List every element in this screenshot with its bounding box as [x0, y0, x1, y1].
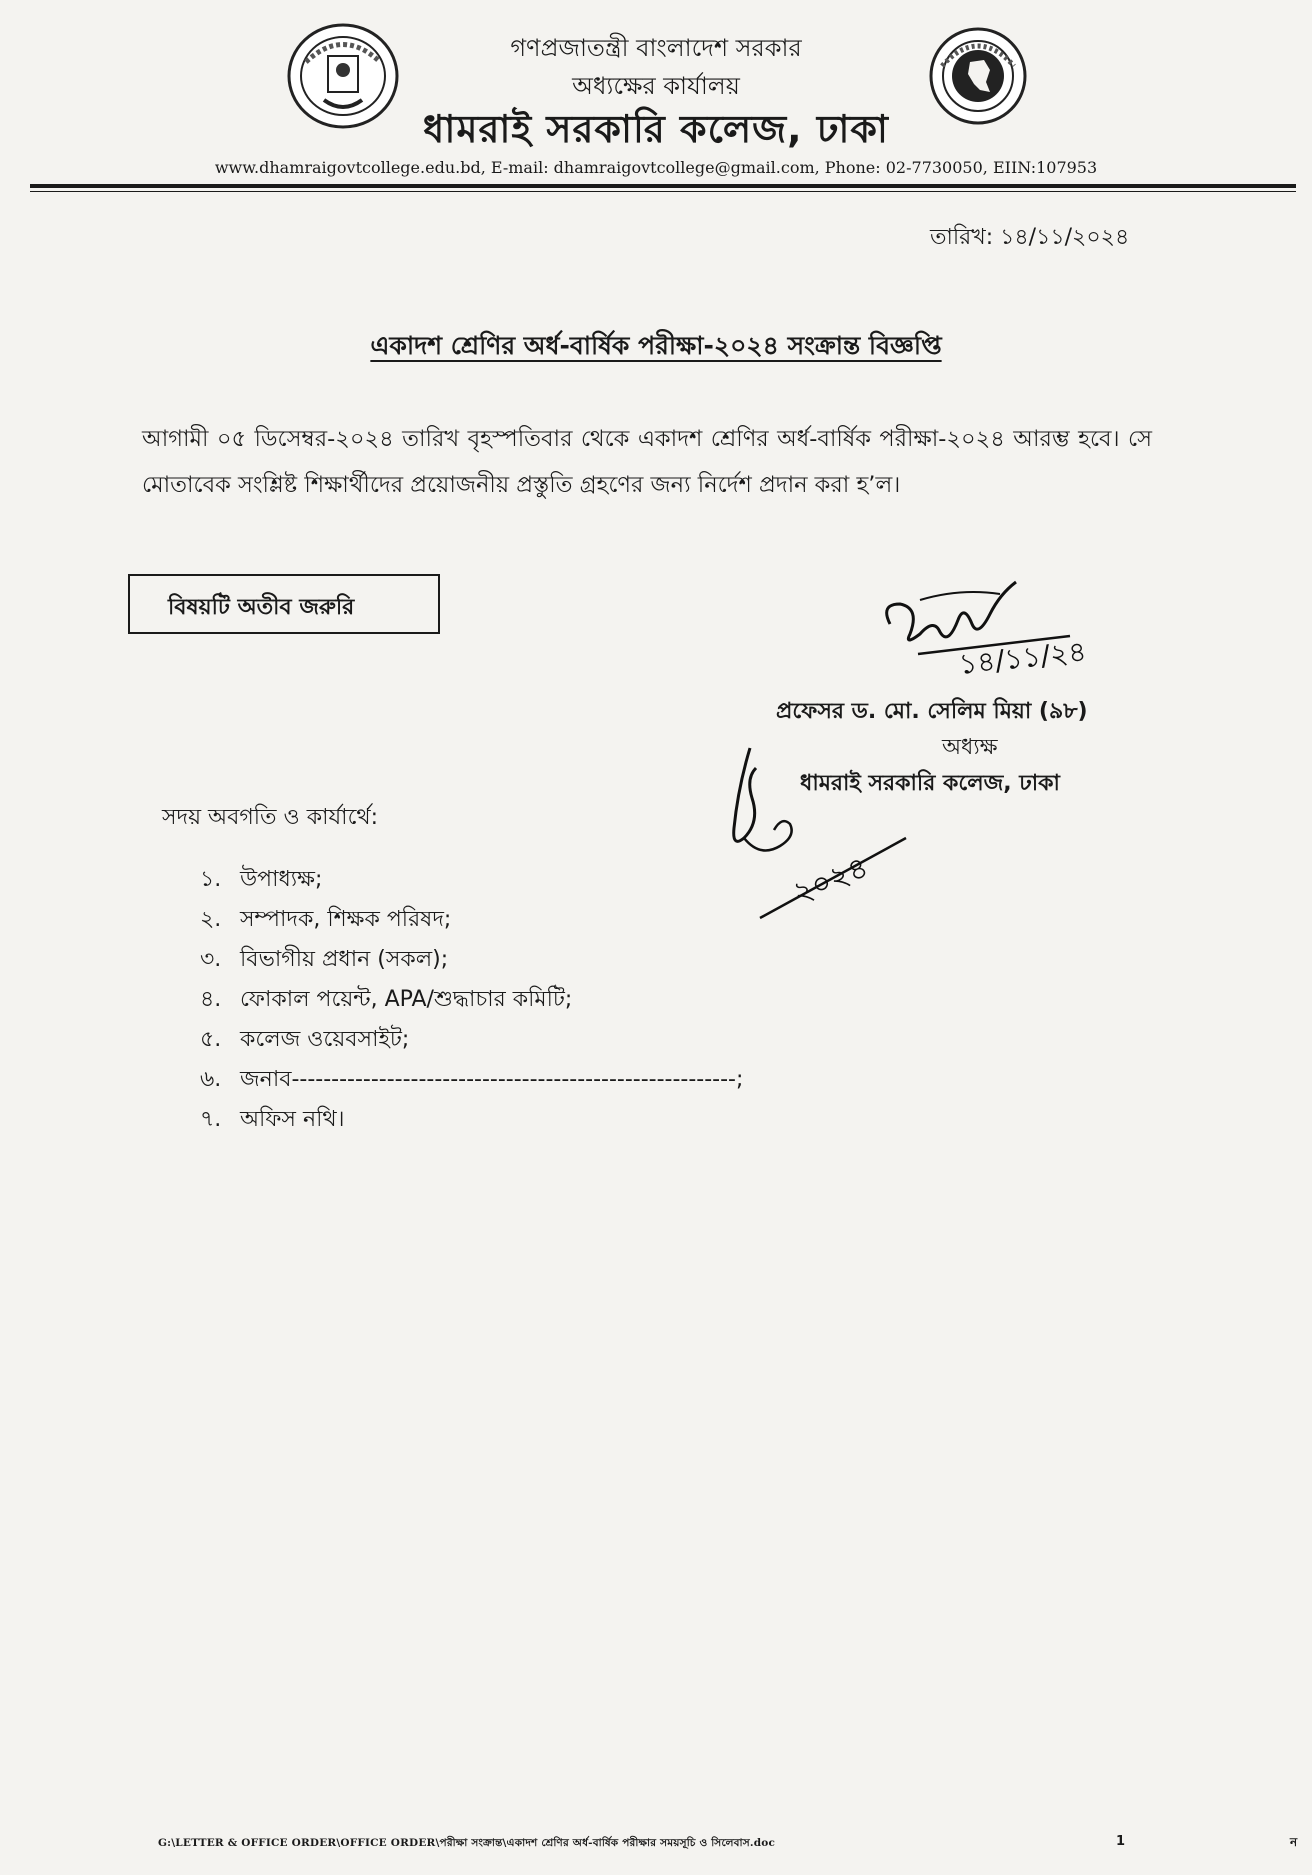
footer-mark: ন [1290, 1835, 1298, 1849]
notice-subject [0, 326, 1312, 369]
principal-signature [860, 574, 1100, 684]
initial-date: ২০২৪ [787, 849, 874, 912]
page-number: 1 [1116, 1834, 1126, 1849]
distribution-list [200, 860, 743, 1140]
header-rule-thin [30, 191, 1296, 192]
urgent-box [128, 574, 440, 634]
list-item: ৫. কলেজ ওয়েবসাইট; [200, 1027, 410, 1052]
initial-signature [720, 728, 920, 928]
footer-file-path: G:\LETTER & OFFICE ORDER\OFFICE ORDER\পরীক্ষা সংক্রান্ত\একাদশ শ্রেণির অর্ধ-বার্ষিক পরীক্ষার সময়সূচি ও সিলেবাস.doc [158, 1837, 776, 1849]
list-item: ৩. বিভাগীয় প্রধান (সকল); [200, 947, 449, 972]
distribution-heading: সদয় অবগতি ও কার্যার্থে: [162, 805, 379, 830]
signer-title: অধ্যক্ষ [942, 735, 998, 760]
header-rule [30, 184, 1296, 188]
signer-name: প্রফেসর ড. মো. সেলিম মিয়া (৯৮) [776, 699, 1088, 724]
list-item: ৬. জনাব--------------------------------------------------------; [200, 1067, 744, 1092]
list-item: ২. সম্পাদক, শিক্ষক পরিষদ; [200, 907, 452, 932]
office-name: অধ্যক্ষের কার্যালয় [572, 72, 740, 100]
list-item: ১. উপাধ্যক্ষ; [200, 867, 323, 892]
government-name: গণপ্রজাতন্ত্রী বাংলাদেশ সরকার [510, 34, 802, 62]
subject-text: একাদশ শ্রেণির অর্ধ-বার্ষিক পরীক্ষা-২০২৪ সংক্রান্ত বিজ্ঞপ্তি [370, 331, 942, 360]
college-name: ধামরাই সরকারি কলেজ, ঢাকা [423, 107, 889, 151]
signature-date: ১৪/১১/২৪ [957, 634, 1088, 681]
signer-college: ধামরাই সরকারি কলেজ, ঢাকা [800, 771, 1060, 796]
list-item: ৪. ফোকাল পয়েন্ট, APA/শুদ্ধাচার কমিটি; [200, 987, 573, 1012]
urgent-label: বিষয়টি অতীব জরুরি [168, 595, 355, 620]
notice-body: আগামী ০৫ ডিসেম্বর-২০২৪ তারিখ বৃহস্পতিবার থেকে একাদশ শ্রেণির অর্ধ-বার্ষিক পরীক্ষা-২০২৪ আরম্ভ হবে। সে মোতাবেক সংশ্লিষ্ট শিক্ষার্থীদের প্রয়োজনীয় প্রস্তুতি গ্রহণের জন্য নির্দেশ প্রদান করা হ’ল। [142, 426, 1152, 498]
notice-date: তারিখ: ১৪/১১/২০২৪ [930, 225, 1130, 250]
contact-line: www.dhamraigovtcollege.edu.bd, E-mail: dhamraigovtcollege@gmail.com, Phone: 02-7730050, EIIN:107953 [214, 158, 1098, 177]
list-item: ৭. অফিস নথি। [200, 1107, 345, 1132]
